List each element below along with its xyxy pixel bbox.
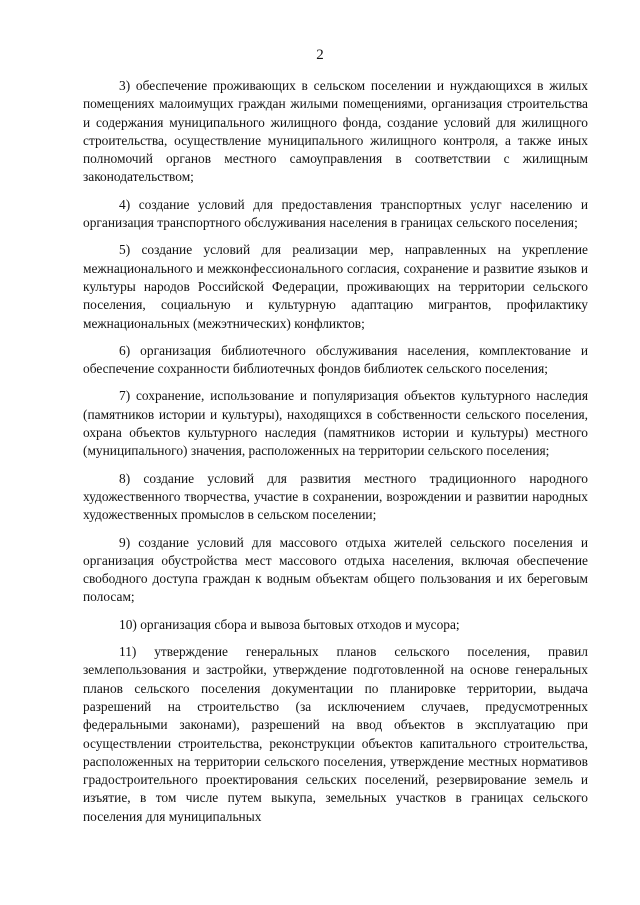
paragraph-item-3: 3) обеспечение проживающих в сельском поселении и нуждающихся в жилых помещениях малоимущих граждан жилыми помещениями, организация строительства и содержания муниципального жилищного фонда, создание условий для жилищного строительства, осуществление муниципального жилищного контроля, а также иных полномочий органов местного самоуправления в соответствии с жилищным законодательством;	[83, 78, 588, 185]
paragraph-item-7: 7) сохранение, использование и популяризация объектов культурного наследия (памятников истории и культуры), находящихся в собственности сельского поселения, охрана объектов культурного наследия (памятников истории и культуры) местного (муниципального) значения, расположенных на территории сельского поселения;	[83, 388, 588, 459]
document-body	[83, 77, 588, 826]
paragraph-item-5: 5) создание условий для реализации мер, направленных на укрепление межнационального и межконфессионального согласия, сохранение и развитие языков и культуры народов Российской Федерации, проживающих на территории сельского поселения, социальную и культурную адаптацию мигрантов, профилактику межнациональных (межэтнических) конфликтов;	[83, 242, 588, 331]
paragraph-item-10: 10) организация сбора и вывоза бытовых отходов и мусора;	[119, 616, 460, 632]
paragraph-item-11: 11) утверждение генеральных планов сельского поселения, правил землепользования и застройки, утверждение подготовленной на основе генеральных планов сельского поселения документации по планировке территории, выдача разрешений на строительство (за исключением случаев, предусмотренных федеральными законами), разрешений на ввод объектов в эксплуатацию при осуществлении строительства, реконструкции объектов капитального строительства, расположенных на территории сельского поселения, утверждение местных нормативов градостроительного проектирования сельских поселений, резервирование земель и изъятие, в том числе путем выкупа, земельных участков в границах сельского поселения для муниципальных	[83, 644, 588, 824]
paragraph-item-6: 6) организация библиотечного обслуживания населения, комплектование и обеспечение сохранности библиотечных фондов библиотек сельского поселения;	[83, 342, 588, 377]
page-number: 2	[316, 47, 324, 63]
paragraph-item-9: 9) создание условий для массового отдыха жителей сельского поселения и организация обустройства мест массового отдыха населения, включая обеспечение свободного доступа граждан к водным объектам общего пользования и их береговым полосам;	[83, 534, 588, 605]
paragraph-item-8: 8) создание условий для развития местного традиционного народного художественного творчества, участие в сохранении, возрождении и развитии народных художественных промыслов в сельском поселении;	[83, 470, 588, 523]
paragraph-item-4: 4) создание условий для предоставления транспортных услуг населению и организация транспортного обслуживания населения в границах сельского поселения;	[83, 196, 588, 231]
